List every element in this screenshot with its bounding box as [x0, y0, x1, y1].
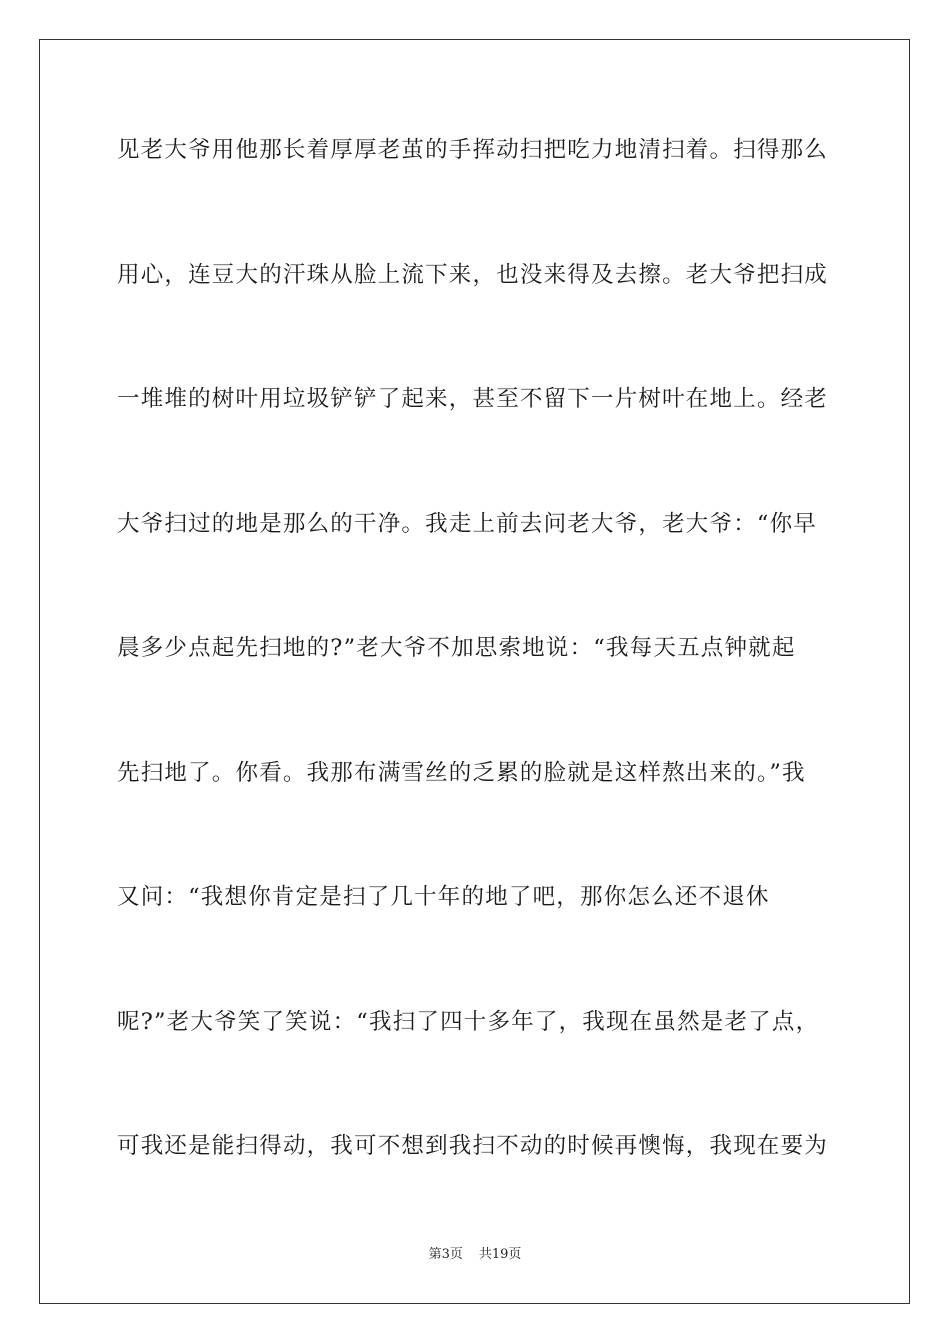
text-line: 又问：“我想你肯定是扫了几十年的地了吧，那你怎么还不退休	[117, 884, 770, 910]
page-total: 共19页	[478, 1247, 522, 1262]
text-line: 先扫地了。你看。我那布满雪丝的乏累的脸就是这样熬出来的。”我	[117, 759, 806, 786]
text-line: 呢?”老大爷笑了笑说：“我扫了四十多年了，我现在虽然是老了点，	[117, 1008, 820, 1035]
text-line: 可我还是能扫得动，我可不想到我扫不动的时候再懊悔，我现在要为	[117, 1133, 829, 1159]
text-line: 大爷扫过的地是那么的干净。我走上前去问老大爷，老大爷：“你早	[117, 510, 818, 537]
text-line: 见老大爷用他那长着厚厚老茧的手挥动扫把吃力地清扫着。扫得那么	[117, 137, 829, 163]
page-footer	[0, 1245, 950, 1265]
text-line: 用心，连豆大的汗珠从脸上流下来，也没来得及去擦。老大爷把扫成	[117, 261, 829, 288]
page-number: 第3页	[428, 1247, 463, 1262]
text-line: 一堆堆的树叶用垃圾铲铲了起来，甚至不留下一片树叶在地上。经老	[117, 386, 829, 412]
body-text	[117, 128, 837, 1249]
text-line: 晨多少点起先扫地的?”老大爷不加思索地说：“我每天五点钟就起	[117, 635, 796, 661]
